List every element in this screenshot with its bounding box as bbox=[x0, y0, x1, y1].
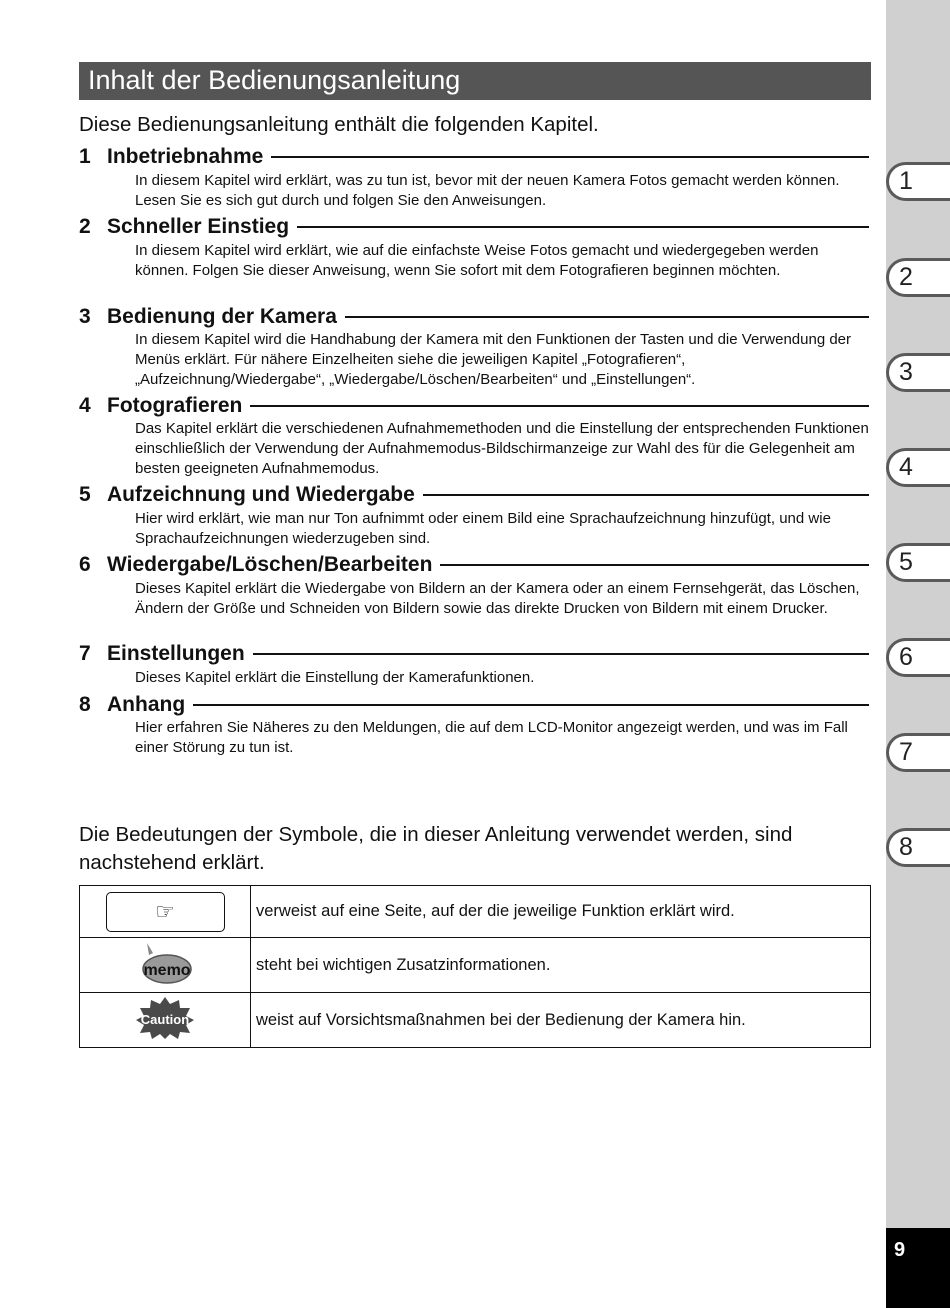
page-number: 9 bbox=[894, 1239, 906, 1261]
chapter-heading-5 bbox=[79, 482, 869, 508]
sidebar-tab-4[interactable]: 4 bbox=[886, 448, 950, 487]
chapter-description-5: Hier wird erklärt, wie man nur Ton aufnimmt oder einem Bild eine Sprachaufzeichnung hinzufügt, und wie Sprachaufzeichnungen wiederzugeben sind. bbox=[135, 510, 831, 547]
chapter-rule bbox=[345, 316, 869, 318]
sidebar-tab-8[interactable]: 8 bbox=[886, 828, 950, 867]
chapter-number: 8 bbox=[79, 693, 91, 716]
chapter-title: Einstellungen bbox=[107, 642, 245, 665]
chapter-description-1: In diesem Kapitel wird erklärt, was zu tun ist, bevor mit der neuen Kamera Fotos gemacht werden können. Lesen Sie es sich gut durch und folgen Sie den Anweisungen. bbox=[135, 172, 840, 209]
symbol-icon-cell bbox=[80, 886, 251, 938]
chapter-description-4: Das Kapitel erklärt die verschiedenen Aufnahmemethoden und die Einstellung der entsprechenden Funktionen einschließlich der Verwendung der Aufnahmemodus-Bildschirmanzeige zur Wahl des für die Gelegenheit am besten geeigneten Aufnahmemodus. bbox=[135, 420, 869, 477]
symbol-description: steht bei wichtigen Zusatzinformationen. bbox=[251, 938, 871, 993]
chapter-heading-8 bbox=[79, 692, 869, 718]
chapter-number: 5 bbox=[79, 483, 91, 506]
chapter-title: Fotografieren bbox=[107, 394, 243, 417]
chapter-number: 1 bbox=[79, 145, 91, 168]
chapter-description-3: In diesem Kapitel wird die Handhabung der Kamera mit den Funktionen der Tasten und die Verwendung der Menüs erklärt. Für nähere Einzelheiten siehe die jeweiligen Kapitel „Fotografieren“, „Aufzeichnung/Wiedergabe“, „Wiedergabe/Löschen/Bearbeiten“ und „Einstellungen“. bbox=[135, 331, 852, 388]
symbol-description: verweist auf eine Seite, auf der die jeweilige Funktion erklärt wird. bbox=[251, 886, 871, 938]
chapter-number: 4 bbox=[79, 394, 91, 417]
table-row bbox=[80, 993, 871, 1048]
sidebar-tab-5[interactable]: 5 bbox=[886, 543, 950, 582]
chapter-description-2: In diesem Kapitel wird erklärt, wie auf die einfachste Weise Fotos gemacht und wiedergegeben werden können. Folgen Sie dieser Anweisung, wenn Sie sofort mit dem Fotografieren beginnen möchten. bbox=[135, 242, 819, 279]
chapter-title: Schneller Einstieg bbox=[107, 215, 290, 238]
chapter-title: Wiedergabe/Löschen/Bearbeiten bbox=[107, 553, 433, 576]
sidebar-tab-3[interactable]: 3 bbox=[886, 353, 950, 392]
page-title: Inhalt der Bedienungsanleitung bbox=[88, 65, 461, 95]
sidebar-tab-2[interactable]: 2 bbox=[886, 258, 950, 297]
chapter-heading-7 bbox=[79, 641, 869, 667]
table-row bbox=[80, 938, 871, 993]
chapter-rule bbox=[423, 494, 869, 496]
chapter-rule bbox=[253, 653, 869, 655]
symbol-icon-cell bbox=[80, 938, 251, 993]
chapter-description-8: Hier erfahren Sie Näheres zu den Meldungen, die auf dem LCD-Monitor angezeigt werden, und was im Fall einer Störung zu tun ist. bbox=[135, 719, 848, 756]
chapter-rule bbox=[193, 704, 869, 706]
symbol-description: weist auf Vorsichtsmaßnahmen bei der Bedienung der Kamera hin. bbox=[251, 993, 871, 1048]
chapter-heading-6 bbox=[79, 552, 869, 578]
chapter-number: 2 bbox=[79, 215, 91, 238]
chapter-rule bbox=[250, 405, 869, 407]
chapter-heading-3 bbox=[79, 304, 869, 330]
chapter-description-7: Dieses Kapitel erklärt die Einstellung der Kamerafunktionen. bbox=[135, 669, 535, 686]
title-bar bbox=[79, 62, 871, 100]
chapter-number: 6 bbox=[79, 553, 91, 576]
intro-text: Diese Bedienungsanleitung enthält die folgenden Kapitel. bbox=[79, 113, 599, 136]
chapter-heading-4 bbox=[79, 393, 869, 419]
chapter-title: Inbetriebnahme bbox=[107, 145, 264, 168]
chapter-number: 7 bbox=[79, 642, 91, 665]
chapter-title: Bedienung der Kamera bbox=[107, 305, 337, 328]
memo-icon-label: memo bbox=[143, 961, 191, 979]
chapter-rule bbox=[271, 156, 869, 158]
chapter-heading-2 bbox=[79, 214, 869, 240]
chapter-title: Anhang bbox=[107, 693, 186, 716]
chapter-heading-1 bbox=[79, 144, 869, 170]
symbol-icon-cell bbox=[80, 993, 251, 1048]
memo-icon bbox=[137, 941, 193, 985]
chapter-number: 3 bbox=[79, 305, 91, 328]
chapter-title: Aufzeichnung und Wiedergabe bbox=[107, 483, 415, 506]
sidebar-tab-7[interactable]: 7 bbox=[886, 733, 950, 772]
sidebar-tab-1[interactable]: 1 bbox=[886, 162, 950, 201]
caution-icon-label: Caution bbox=[140, 1011, 190, 1027]
chapter-rule bbox=[440, 564, 869, 566]
symbols-intro: Die Bedeutungen der Symbole, die in dieser Anleitung verwendet werden, sind nachstehend erklärt. bbox=[79, 823, 793, 874]
table-row bbox=[80, 886, 871, 938]
pointing-hand-icon: ☞ bbox=[106, 892, 225, 932]
sidebar-tab-6[interactable]: 6 bbox=[886, 638, 950, 677]
caution-icon bbox=[135, 996, 195, 1040]
chapter-rule bbox=[297, 226, 869, 228]
chapter-description-6: Dieses Kapitel erklärt die Wiedergabe von Bildern an der Kamera oder an einem Fernsehgerät, das Löschen, Ändern der Größe und Schneiden von Bildern sowie das direkte Drucken von Bildern mit einem Drucker. bbox=[135, 580, 860, 617]
symbols-table bbox=[79, 885, 871, 1048]
